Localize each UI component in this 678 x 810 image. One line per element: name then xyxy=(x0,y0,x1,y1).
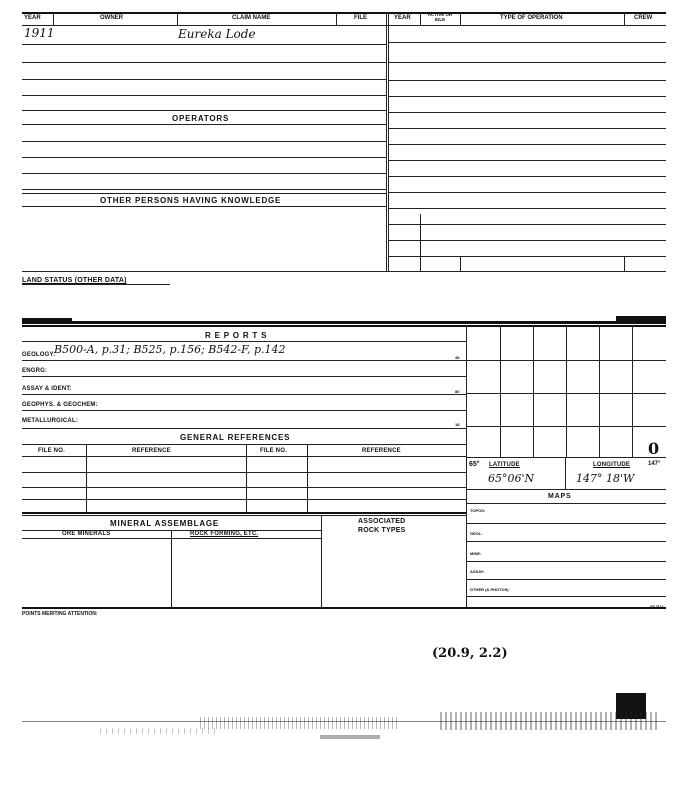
associated-rock-types-2: ROCK TYPES xyxy=(358,527,406,534)
assay-num: 80 xyxy=(455,389,460,394)
metallurgical-label: METALLURGICAL: xyxy=(22,418,79,424)
header-crew: CREW xyxy=(634,15,653,21)
latitude-label: LATITUDE xyxy=(489,462,520,468)
mineral-assemblage-title: MINERAL ASSEMBLAGE xyxy=(110,519,220,528)
geology-value: B500-A, p.31; B525, p.156; B542-F, p.142 xyxy=(54,343,286,356)
grid-circled-value: 0 xyxy=(648,439,660,458)
geology-num: 48 xyxy=(455,355,460,360)
reports-title: R E P O R T S xyxy=(205,331,268,340)
maps-row-mine: MINE: xyxy=(470,551,482,556)
gen-ref-col-reference: REFERENCE xyxy=(132,448,171,454)
header-file: FILE xyxy=(354,15,367,21)
header-year: YEAR xyxy=(24,15,41,21)
points-meriting-label: POINTS MERITING ATTENTION: xyxy=(22,611,98,617)
latitude-value: 65°06'N xyxy=(488,472,535,485)
maps-row-assay: ASSAY: xyxy=(470,569,485,574)
entry-year: 1911 xyxy=(24,26,55,40)
gen-ref-col-file-no: FILE NO. xyxy=(38,448,65,454)
rock-forming-label: ROCK FORMING, ETC. xyxy=(190,531,259,537)
general-references-title: GENERAL REFERENCES xyxy=(180,433,291,442)
handwritten-code: (20.9, 2.2) xyxy=(432,646,508,661)
geophys-label: GEOPHYS. & GEOCHEM: xyxy=(22,402,98,408)
maps-row-topos: TOPOS: xyxy=(470,508,486,513)
maps-title: MAPS xyxy=(548,493,572,500)
header-year-2: YEAR xyxy=(394,15,411,21)
maps-row-geol: GEOL: xyxy=(470,531,483,536)
metallurgical-num: 18 xyxy=(455,422,460,427)
header-active-idle: ACTIVE OR IDLE xyxy=(427,12,453,22)
longitude-suffix: 147° xyxy=(648,461,661,467)
associated-rock-types-1: ASSOCIATED xyxy=(358,518,406,525)
header-type-of-operation: TYPE OF OPERATION xyxy=(500,15,563,21)
gen-ref-col-file-no-2: FILE NO. xyxy=(260,448,287,454)
entry-claim-name: Eureka Lode xyxy=(178,27,256,41)
latitude-prefix: 65° xyxy=(469,461,480,468)
header-owner: OWNER xyxy=(100,15,123,21)
header-claim-name: CLAIM NAME xyxy=(232,15,271,21)
form-number: SP 7513 xyxy=(650,605,664,609)
assay-label: ASSAY & IDENT: xyxy=(22,386,72,392)
longitude-label: LONGITUDE xyxy=(593,462,631,468)
gen-ref-col-reference-2: REFERENCE xyxy=(362,448,401,454)
knowledge-label: OTHER PERSONS HAVING KNOWLEDGE xyxy=(100,196,282,205)
operators-label: OPERATORS xyxy=(172,114,230,123)
engrg-label: ENGRG: xyxy=(22,368,48,374)
geology-label: GEOLOGY: xyxy=(22,352,56,358)
land-status-label: LAND STATUS (OTHER DATA) xyxy=(22,277,127,284)
ore-minerals-label: ORE MINERALS xyxy=(62,531,111,537)
maps-row-other: OTHER (& PHOTOS) xyxy=(470,587,509,592)
longitude-value: 147° 18'W xyxy=(576,472,635,485)
